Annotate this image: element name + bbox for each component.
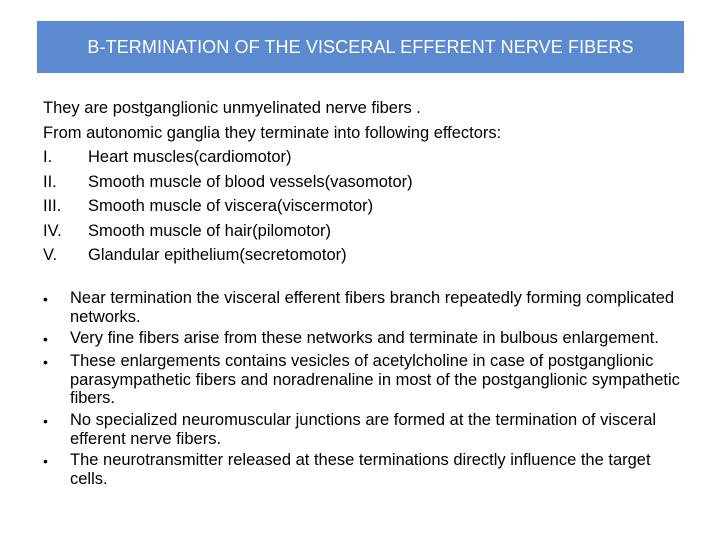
bullet-text: Very fine fibers arise from these networks and terminate in bulbous enlargement. — [70, 329, 659, 348]
bullet-item — [43, 329, 688, 349]
bullet-item — [43, 451, 688, 488]
effector-number: III. — [43, 197, 62, 215]
effector-number: V. — [43, 246, 58, 264]
bullet-text: No specialized neuromuscular junctions are formed at the termination of visceral efferent nerve fibers. — [70, 410, 657, 448]
effector-text: Smooth muscle of hair(pilomotor) — [88, 221, 332, 240]
effector-number: IV. — [43, 221, 62, 240]
bullet-item — [43, 289, 688, 326]
title-banner — [37, 21, 684, 73]
effector-item — [43, 243, 683, 268]
intro-section — [43, 96, 683, 268]
bullet-text: Near termination the visceral efferent fibers branch repeatedly forming complicated networks. — [70, 289, 675, 326]
effector-item — [43, 145, 683, 170]
effector-item — [43, 194, 683, 219]
slide-title: B-TERMINATION OF THE VISCERAL EFFERENT NERVE FIBERS — [87, 36, 634, 57]
effector-text: Glandular epithelium(secretomotor) — [88, 246, 347, 264]
effector-number: I. — [43, 148, 53, 166]
bullet-item — [43, 352, 688, 408]
effector-text: Heart muscles(cardiomotor) — [88, 148, 292, 166]
effector-text: Smooth muscle of viscera(viscermotor) — [88, 197, 374, 215]
bullet-text: These enlargements contains vesicles of acetylcholine in case of postganglionic parasympathetic fibers and noradrenaline in most of the postganglionic sympathetic fibers. — [70, 352, 680, 408]
bullet-list — [43, 289, 688, 491]
bullet-icon: • — [43, 331, 48, 348]
bullet-icon: • — [43, 354, 48, 371]
bullet-icon: • — [43, 291, 48, 307]
bullet-icon: • — [43, 453, 48, 470]
bullet-icon: • — [43, 412, 48, 429]
effector-item — [43, 219, 683, 244]
intro-line: They are postganglionic unmyelinated nerve fibers . — [43, 99, 421, 117]
intro-line: From autonomic ganglia they terminate into following effectors: — [43, 123, 502, 142]
bullet-text: The neurotransmitter released at these terminations directly influence the target cells. — [70, 451, 651, 488]
effector-number: II. — [43, 172, 57, 191]
effector-item — [43, 170, 683, 195]
bullet-item — [43, 411, 688, 448]
effector-text: Smooth muscle of blood vessels(vasomotor) — [88, 172, 413, 191]
